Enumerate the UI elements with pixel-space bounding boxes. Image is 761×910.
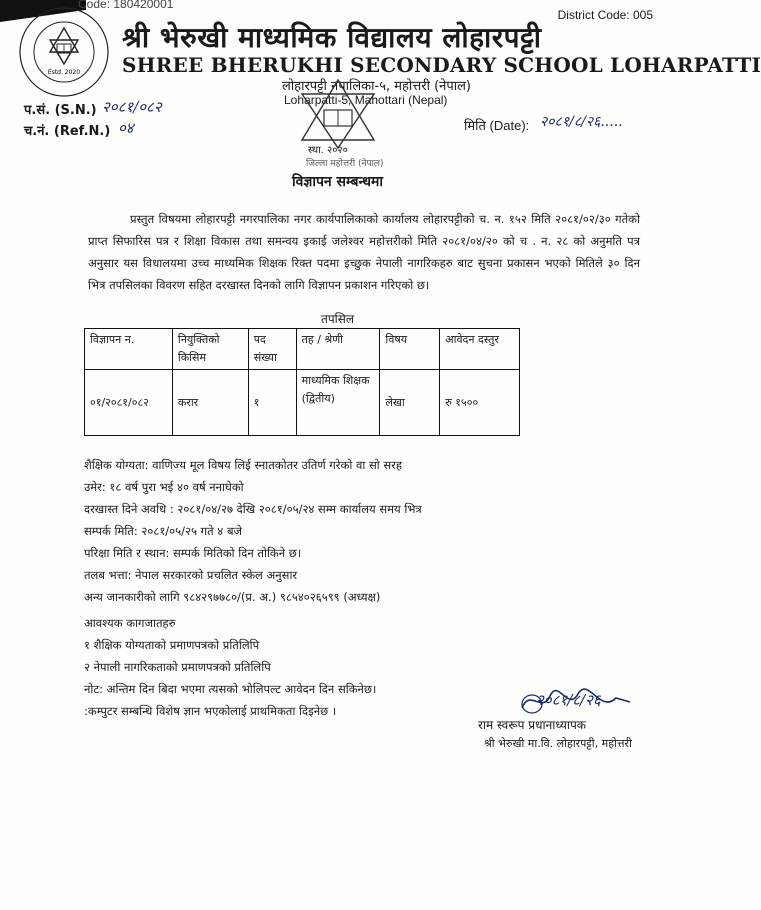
ref-label: च.नं. (Ref.N.) xyxy=(24,124,111,139)
table-cell: १ xyxy=(248,370,296,436)
header-cell: विषय xyxy=(380,329,440,370)
header-cell: पद संख्या xyxy=(248,329,296,370)
document-item: २ नेपाली नागरिकताको प्रमाणपत्रको प्रतिलिपि xyxy=(84,660,271,674)
signatory-name: राम स्वरूप प्रधानाध्यापक xyxy=(478,718,586,732)
table-header-row xyxy=(85,329,520,370)
table-cell: करार xyxy=(172,370,248,436)
detail-line: शैक्षिक योग्यता: वाणिज्य मूल विषय लिई स्नातकोतर उतिर्ण गरेको वा सो सरह xyxy=(84,458,402,472)
school-name-english: SHREE BHERUKHI SECONDARY SCHOOL LOHARPATTI xyxy=(122,53,761,77)
table-cell: माध्यमिक शिक्षक (द्वितीय) xyxy=(296,370,380,436)
document-item: १ शैक्षिक योग्यताको प्रमाणपत्रको प्रतिलिपि xyxy=(84,638,260,652)
detail-line: दरखास्त दिने अवधि : २०८१/०४/२७ देखि २०८१/०५/२४ सम्म कार्यालय समय भित्र xyxy=(84,502,422,516)
table-cell: रु १५०० xyxy=(440,370,520,436)
header-cell: तह / श्रेणी xyxy=(296,329,380,370)
stamp-year: स्था. २०२० xyxy=(308,145,348,156)
note-line: :कम्पुटर सम्बन्धि विशेष ज्ञान भएकोलाई प्राथमिकता दिइनेछ । xyxy=(84,704,337,718)
notice-heading: विज्ञापन सम्बन्धमा xyxy=(291,174,384,190)
table-row xyxy=(85,370,520,436)
notice-paragraph: प्रस्तुत विषयमा लोहारपट्टी नगरपालिका नगर कार्यपालिकाको कार्यालय लोहारपट्टीको च. न. १५२ मिति २०८१/०२/३० गतेको प्राप्त सिफारिस पत्र र शिक्षा विकास तथा समन्वय इकाई जलेश्वर महोत्तरीको मिति २०८१/०४/२० को च . न. २८ को अनुमति पत्र अनुसार यस विधालयमा उच्च माध्यमिक शिक्षक रिक्त पदमा इच्छुक नेपाली नागरिकहरु बाट सुचना प्रकासन भएको मितिले ३० दिन भित्र तपसिलका विवरण सहित दरखास्त दिनको लागि विज्ञापन प्रकाशन गरिएको छ। xyxy=(88,212,640,292)
address-english: Loharpatti-5, Mahottari (Nepal) xyxy=(284,93,448,107)
address-nepali: लोहारपट्टी नपालिका-५, महोत्तरी (नेपाल) xyxy=(282,79,471,94)
school-logo-icon xyxy=(8,6,120,98)
vacancy-table xyxy=(84,328,520,436)
signatory-address: श्री भेरुखी मा.वि. लोहारपट्टी, महोत्तरी xyxy=(484,737,632,750)
school-code: Code: 180420001 xyxy=(78,0,174,11)
district-code: District Code: 005 xyxy=(557,8,653,22)
note-line: नोट: अन्तिम दिन बिदा भएमा त्यसको भोलिपल्ट आवेदन दिन सकिनेछ। xyxy=(84,682,377,696)
table-cell: लेखा xyxy=(380,370,440,436)
detail-line: परिक्षा मिति र स्थान: सम्पर्क मितिको दिन तोकिने छ। xyxy=(84,546,302,560)
school-name-nepali: श्री भेरुखी माध्यमिक विद्यालय लोहारपट्टी xyxy=(122,21,542,54)
logo-estd: Estd. 2020 xyxy=(47,69,81,76)
detail-line: उमेर: १८ वर्ष पुरा भई ४० वर्ष ननाघेको xyxy=(84,480,244,494)
table-cell: ०१/२०८१/०८२ xyxy=(85,370,173,436)
detail-line: सम्पर्क मिति: २०८१/०५/२५ गते ४ बजे xyxy=(84,524,243,538)
table-title: तपसिल xyxy=(320,312,354,326)
sn-value: २०८१/०८२ xyxy=(102,98,162,116)
stamp-district: जिल्ला महोत्तरी (नेपाल) xyxy=(306,159,384,169)
header-cell: नियुक्तिको किसिम xyxy=(172,329,248,370)
sn-label: प.सं. (S.N.) xyxy=(24,103,97,118)
documents-list xyxy=(84,612,376,722)
detail-line: तलब भत्ता: नेपाल सरकारको प्रचलित स्केल अनुसार xyxy=(84,568,298,582)
detail-line: अन्य जानकारीको लागि ९८४२९७७८०/(प्र. अ.) ९८५४०२६५९९ (अध्यक्ष) xyxy=(84,590,381,604)
date-value: २०८१/८/२६..... xyxy=(540,114,623,130)
ref-value: ०४ xyxy=(118,119,134,137)
details-list xyxy=(84,454,422,608)
header-cell: विज्ञापन न. xyxy=(85,329,173,370)
header-cell: आवेदन दस्तुर xyxy=(440,329,520,370)
date-label: मिति (Date): xyxy=(464,118,530,133)
signature-date: २०८१/८/२६ xyxy=(536,691,601,709)
documents-heading: आवश्यक कागजातहरु xyxy=(84,616,176,630)
